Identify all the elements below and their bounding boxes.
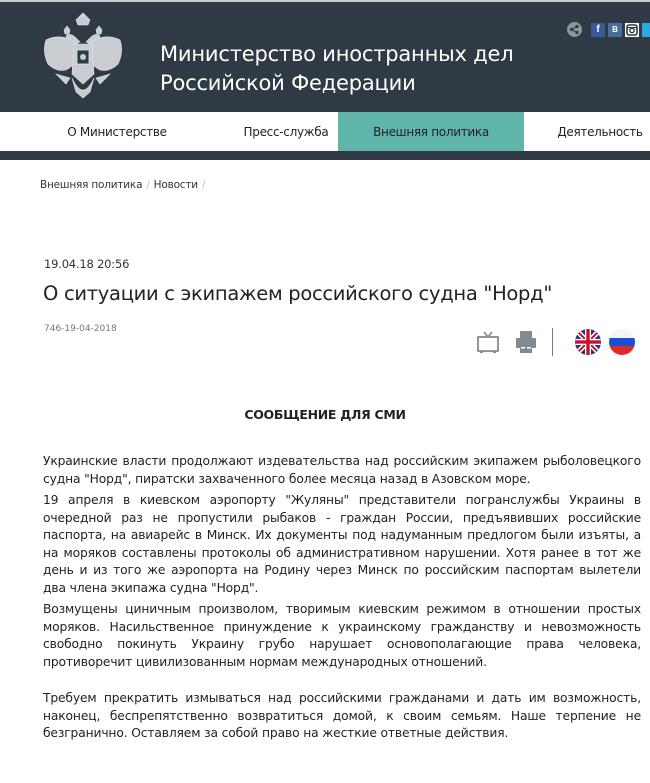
article-paragraph: 19 апреля в киевском аэропорту "Жуляны" представители погранслужбы Украины в очередной раз не пропустили рыбаков - граждан России, предъявивших российские паспорта, на авиарейс в Минск. Их документы под надуманным предлогом были изъяты, а на моряков составлены протоколы об административном нарушении. Хотя ранее в тот же день и из того же аэропорта на Родину через Минск по российским паспортам вылетели два члена экипажа судна "Норд". <box>43 493 641 595</box>
english-flag-icon[interactable] <box>575 329 601 355</box>
site-title-line2: Российской Федерации <box>160 71 416 95</box>
article-title: О ситуации с экипажем российского судна "Норд" <box>43 282 552 305</box>
nav-item-ministry[interactable]: О Министерстве <box>67 124 167 139</box>
vk-icon[interactable]: В <box>608 23 622 37</box>
nav-item-foreign-policy[interactable]: Внешняя политика <box>338 112 524 151</box>
facebook-icon[interactable]: f <box>591 23 605 37</box>
twitter-icon[interactable] <box>642 23 650 37</box>
tv-icon[interactable] <box>476 329 500 355</box>
double-headed-eagle-emblem[interactable] <box>36 12 130 106</box>
article-tools <box>476 328 643 356</box>
article-paragraph: Украинские власти продолжают издевательства над российским экипажем рыболовецкого судна "Норд", пиратски захваченного более месяца назад в Азовском море. <box>43 454 641 486</box>
breadcrumb-news[interactable]: Новости <box>153 179 198 191</box>
press-release-heading: СООБЩЕНИЕ ДЛЯ СМИ <box>244 407 406 422</box>
russian-flag-icon[interactable] <box>609 329 635 355</box>
nav-bottom-band <box>0 151 650 160</box>
site-title-line1: Министерство иностранных дел <box>160 42 514 66</box>
main-nav <box>0 112 650 151</box>
tools-divider <box>552 328 553 356</box>
social-links <box>567 22 650 37</box>
article-paragraph: Возмущены циничным произволом, творимым киевским режимом в отношении простых моряков. Насильственное принуждение к украинскому гражданству и невозможность свободно покинуть Украину грубо нарушает основополагающие права человека, противоречит цивилизованным нормам международных отношений. <box>43 602 641 669</box>
site-title[interactable] <box>160 40 513 98</box>
breadcrumb-foreign-policy[interactable]: Внешняя политика <box>40 179 143 191</box>
nav-item-press-service[interactable]: Пресс-служба <box>243 124 329 139</box>
breadcrumb <box>40 179 205 191</box>
document-id: 746-19-04-2018 <box>44 324 117 334</box>
instagram-icon[interactable] <box>625 23 639 37</box>
breadcrumb-separator: / <box>201 179 206 191</box>
article-paragraph: Требуем прекратить измываться над российскими гражданами и дать им возможность, наконец, беспрепятственно возвратиться домой, к своим семьям. Наше терпение не безгранично. Оставляем за собой право на жесткие ответные действия. <box>43 691 641 741</box>
breadcrumb-separator: / <box>146 179 150 191</box>
share-icon[interactable] <box>567 22 582 37</box>
nav-item-activity[interactable]: Деятельность <box>557 124 643 139</box>
site-header <box>0 2 650 112</box>
article-datetime: 19.04.18 20:56 <box>44 257 130 271</box>
print-icon[interactable] <box>514 329 538 355</box>
